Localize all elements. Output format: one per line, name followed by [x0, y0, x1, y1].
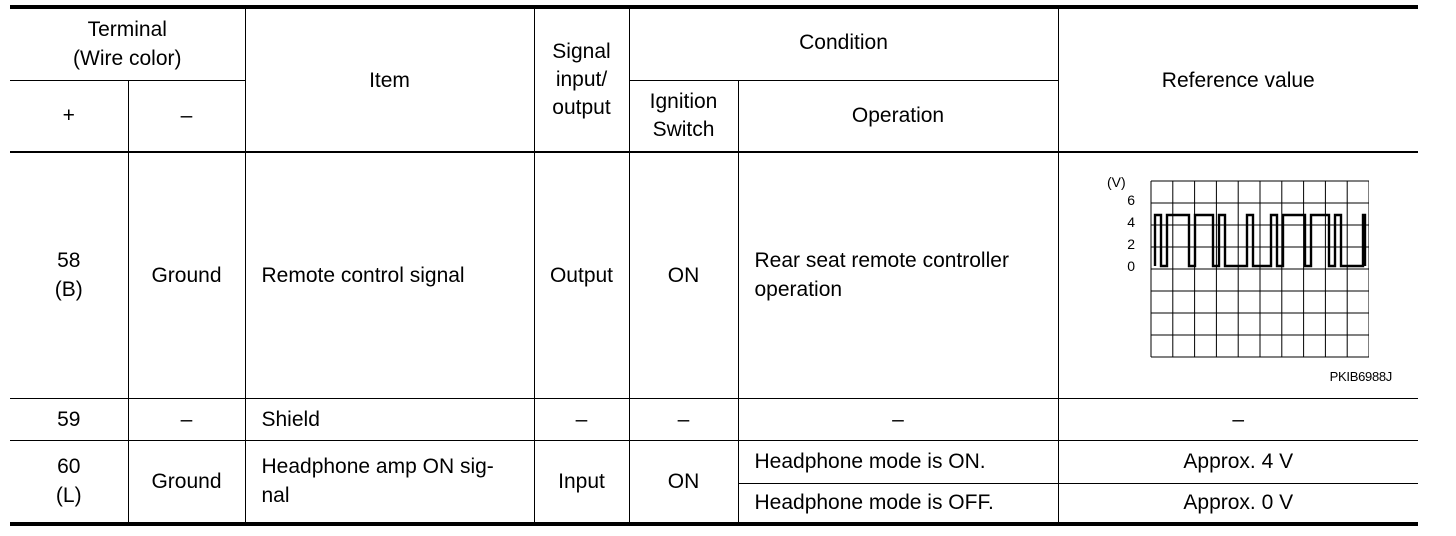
figure-id: PKIB6988J [1329, 368, 1393, 384]
row-58-reference [1058, 152, 1418, 398]
header-ignition: Ignition Switch [629, 80, 738, 152]
header-minus: – [128, 80, 245, 152]
header-condition: Condition [629, 7, 1058, 80]
table-row-58 [10, 152, 1418, 398]
table-row-59 [10, 398, 1418, 440]
scope-tick-2: 2 [1126, 236, 1135, 252]
row-60-item: Headphone amp ON sig- nal [245, 440, 534, 524]
terminal-spec-table-wrapper [10, 5, 1418, 526]
row-60-signal: Input [534, 440, 629, 524]
scope-tick-4: 4 [1126, 214, 1135, 230]
row-59-plus: 59 [10, 398, 128, 440]
header-signal: Signal input/ output [534, 7, 629, 152]
row-58-minus: Ground [128, 152, 245, 398]
row-60-operation-off: Headphone mode is OFF. [738, 483, 1058, 524]
oscilloscope-waveform [1101, 177, 1369, 365]
row-58-ignition: ON [629, 152, 738, 398]
table-row-60-a [10, 440, 1418, 483]
row-60-plus: 60 (L) [10, 440, 128, 524]
header-item: Item [245, 7, 534, 152]
row-59-minus: – [128, 398, 245, 440]
row-60-operation-on: Headphone mode is ON. [738, 440, 1058, 483]
row-60-reference-on: Approx. 4 V [1058, 440, 1418, 483]
scope-unit-label: (V) [1106, 177, 1126, 190]
header-terminal: Terminal (Wire color) [10, 7, 245, 80]
header-plus: + [10, 80, 128, 152]
row-59-signal: – [534, 398, 629, 440]
header-reference: Reference value [1058, 7, 1418, 152]
row-59-item: Shield [245, 398, 534, 440]
scope-tick-6: 6 [1126, 192, 1135, 208]
row-58-operation: Rear seat remote controller operation [738, 152, 1058, 398]
scope-tick-0: 0 [1126, 258, 1135, 274]
header-operation: Operation [738, 80, 1058, 152]
row-60-ignition: ON [629, 440, 738, 524]
row-58-signal: Output [534, 152, 629, 398]
row-58-plus: 58 (B) [10, 152, 128, 398]
row-60-reference-off: Approx. 0 V [1058, 483, 1418, 524]
row-59-operation: – [738, 398, 1058, 440]
row-58-item: Remote control signal [245, 152, 534, 398]
row-60-minus: Ground [128, 440, 245, 524]
header-row-1 [10, 7, 1418, 80]
terminal-spec-table [10, 5, 1418, 526]
row-59-reference: – [1058, 398, 1418, 440]
row-59-ignition: – [629, 398, 738, 440]
